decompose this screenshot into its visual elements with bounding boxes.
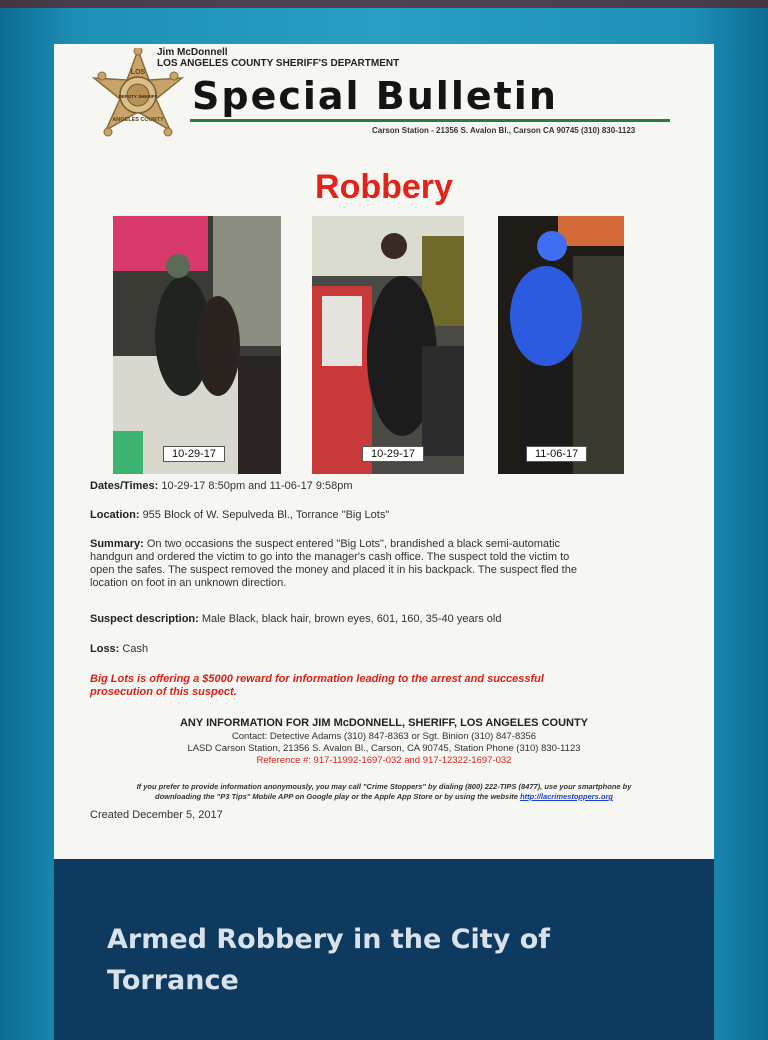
crime-title: Robbery xyxy=(315,168,453,206)
reward-text-1: Big Lots is offering a $5000 reward for information leading to the arrest and successful xyxy=(90,673,544,685)
reference-numbers: Reference #: 917-11992-1697-032 and 917-12322-1697-032 xyxy=(256,755,512,766)
dates-label: Dates/Times: xyxy=(90,480,159,492)
surveillance-photo-1 xyxy=(113,216,281,474)
bulletin-document xyxy=(54,44,714,859)
location-row xyxy=(90,509,389,522)
loss-value: Cash xyxy=(122,643,149,655)
article-caption[interactable]: Armed Robbery in the City of Torrance xyxy=(107,924,550,996)
dates-value: 10-29-17 8:50pm and 11-06-17 9:58pm xyxy=(161,480,353,492)
summary-text-2: handgun and ordered the victim to go into the manager's cash office. The suspect told the victim to xyxy=(90,551,570,563)
photo-date-1: 10-29-17 xyxy=(163,446,225,462)
contact-station: LASD Carson Station, 21356 S. Avalon Bl., Carson, CA 90745, Station Phone (310) 830-1123 xyxy=(187,743,581,754)
contact-heading: ANY INFORMATION FOR JIM McDONNELL, SHERIFF, LOS ANGELES COUNTY xyxy=(179,717,589,729)
photo-date-3: 11-06-17 xyxy=(526,446,587,462)
summary-text-1: On two occasions the suspect entered "Big Lots", brandished a black semi-automatic xyxy=(146,538,561,550)
location-label: Location: xyxy=(90,509,140,521)
contact-detectives: Contact: Detective Adams (310) 847-8363 or Sgt. Binion (310) 847-8356 xyxy=(231,731,537,742)
anonymous-tip-line-1: If you prefer to provide information anonymously, you may call "Crime Stoppers" by dialing (800) 222-TIPS (8477), use your smartphone by xyxy=(136,782,632,791)
suspect-image-3 xyxy=(498,216,624,474)
crime-stoppers-link[interactable]: http://lacrimestoppers.org xyxy=(520,792,613,801)
summary-row xyxy=(90,538,560,551)
suspect-image-1 xyxy=(113,216,281,474)
anonymous-tip-line-2 xyxy=(54,792,714,801)
loss-row xyxy=(90,643,148,656)
header-divider xyxy=(190,119,670,122)
suspect-value: Male Black, black hair, brown eyes, 601, 160, 35-40 years old xyxy=(201,613,502,625)
summary-label: Summary: xyxy=(90,538,144,550)
location-value: 955 Block of W. Sepulveda Bl., Torrance "Big Lots" xyxy=(142,509,390,521)
anonymous-tip-text: downloading the "P3 Tips" Mobile APP on Google play or the Apple App Store or by using the website xyxy=(154,792,518,801)
summary-text-3: open the safes. The suspect removed the money and placed it in his backpack. The suspect fled the xyxy=(90,564,577,576)
dates-row xyxy=(90,480,353,493)
surveillance-photo-2 xyxy=(312,216,464,474)
summary-text-4: location on foot in an unknown direction. xyxy=(90,577,287,589)
photo-date-2: 10-29-17 xyxy=(362,446,424,462)
station-info: Carson Station - 21356 S. Avalon Bl., Carson CA 90745 (310) 830-1123 xyxy=(372,126,636,135)
reward-text-2: prosecution of this suspect. xyxy=(90,686,237,698)
loss-label: Loss: xyxy=(90,643,120,655)
badge-top-text: LOS xyxy=(130,69,146,76)
department-name: LOS ANGELES COUNTY SHERIFF'S DEPARTMENT xyxy=(157,58,400,69)
surveillance-photo-3 xyxy=(498,216,624,474)
sheriff-name: Jim McDonnell xyxy=(157,47,228,58)
caption-panel xyxy=(54,859,714,1040)
badge-mid-text: DEPUTY SHERIFF xyxy=(118,94,158,99)
suspect-row xyxy=(90,613,501,626)
suspect-label: Suspect description: xyxy=(90,613,199,625)
created-date: Created December 5, 2017 xyxy=(90,809,223,821)
suspect-image-2 xyxy=(312,216,464,474)
top-edge xyxy=(0,0,768,8)
bulletin-title: Special Bulletin xyxy=(192,74,558,118)
badge-bottom-text: ANGELES COUNTY xyxy=(112,117,164,123)
